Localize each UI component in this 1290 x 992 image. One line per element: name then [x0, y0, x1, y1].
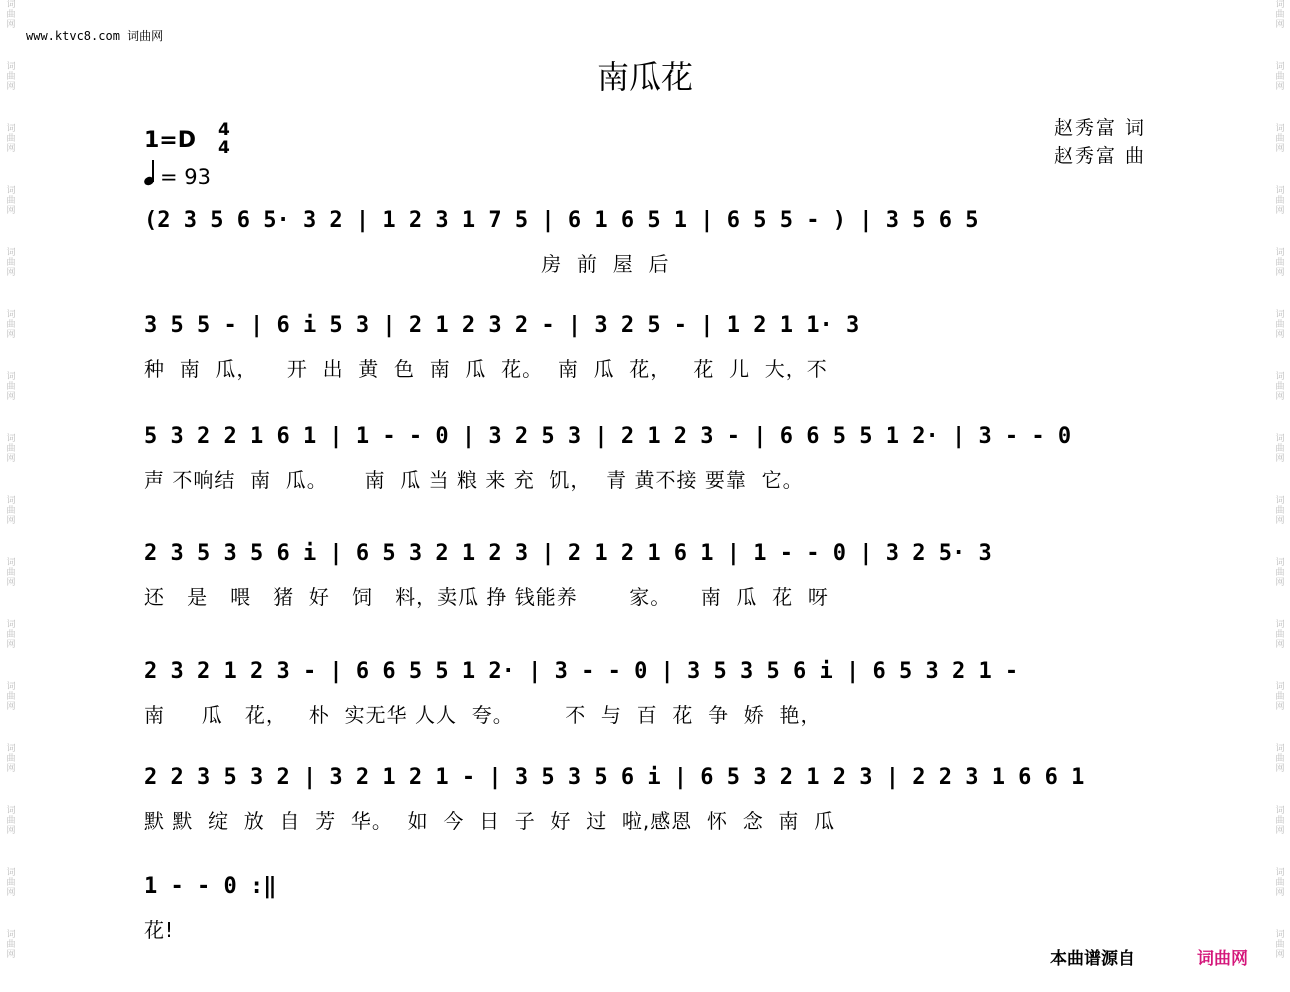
watermark-glyph: 曲	[1275, 72, 1285, 82]
watermark-left	[4, 0, 18, 992]
watermark-glyph: 词	[1275, 434, 1285, 444]
watermark-glyph: 网	[1275, 888, 1285, 898]
watermark-glyph: 词	[1275, 372, 1285, 382]
watermark-glyph: 曲	[6, 940, 16, 950]
lyrics-row: 种 南 瓜， 开 出 黄 色 南 瓜 花。 南 瓜 花， 花 儿 大，不	[144, 357, 828, 381]
watermark-glyph: 词	[1275, 620, 1285, 630]
watermark-glyph: 网	[1275, 82, 1285, 92]
watermark-glyph: 曲	[1275, 754, 1285, 764]
watermark-glyph: 网	[1275, 392, 1285, 402]
watermark-glyph: 网	[6, 392, 16, 402]
watermark-glyph: 网	[6, 330, 16, 340]
time-signature	[218, 121, 230, 157]
watermark-glyph: 曲	[1275, 320, 1285, 330]
lyrics-row: 还 是 喂 猪 好 饲 料，卖瓜 挣 钱能养 家。 南 瓜 花 呀	[144, 585, 829, 609]
watermark-glyph: 曲	[6, 196, 16, 206]
watermark-glyph: 曲	[1275, 630, 1285, 640]
watermark-glyph: 词	[6, 124, 16, 134]
watermark-glyph: 曲	[1275, 878, 1285, 888]
watermark-glyph: 曲	[1275, 940, 1285, 950]
score-line	[144, 305, 1150, 382]
watermark-glyph: 网	[6, 516, 16, 526]
watermark-glyph: 网	[6, 20, 16, 30]
watermark-glyph: 网	[6, 764, 16, 774]
lyricist-credit: 赵秀富 词	[1053, 117, 1146, 139]
watermark-glyph: 词	[6, 744, 16, 754]
watermark-glyph: 网	[6, 640, 16, 650]
watermark-glyph: 曲	[1275, 196, 1285, 206]
watermark-glyph: 词	[1275, 186, 1285, 196]
lyrics-row: 南 瓜 花， 朴 实无华 人人 夸。 不 与 百 花 争 娇 艳，	[144, 703, 822, 727]
watermark-glyph: 词	[1275, 310, 1285, 320]
watermark-glyph: 网	[6, 82, 16, 92]
watermark-glyph: 网	[6, 950, 16, 960]
notation-row: 2 2 3 5 3 2 | 3 2 1 2 1 - | 3 5 3 5 6 i | 6 5 3 2 1 2 3 | 2 2 3 1 6 6 1	[144, 765, 1085, 790]
watermark-glyph: 网	[1275, 826, 1285, 836]
watermark-glyph: 词	[6, 806, 16, 816]
watermark-glyph: 曲	[6, 506, 16, 516]
composer-credit: 赵秀富 曲	[1053, 145, 1146, 167]
notation-row: 2 3 5 3 5 6 i | 6 5 3 2 1 2 3 | 2 1 2 1 6 1 | 1 - - 0 | 3 2 5· 3	[144, 541, 992, 566]
watermark-glyph: 词	[6, 868, 16, 878]
watermark-glyph: 网	[6, 144, 16, 154]
tempo-marking	[144, 160, 211, 189]
watermark-glyph: 词	[1275, 124, 1285, 134]
watermark-glyph: 网	[1275, 268, 1285, 278]
watermark-glyph: 曲	[6, 816, 16, 826]
score-line	[144, 416, 1150, 493]
score-line	[144, 757, 1150, 834]
notation-row: 3 5 5 - | 6 i 5 3 | 2 1 2 3 2 - | 3 2 5 - | 1 2 1 1· 3	[144, 313, 860, 338]
watermark-glyph: 词	[1275, 62, 1285, 72]
watermark-glyph: 网	[1275, 764, 1285, 774]
score-line	[144, 866, 1150, 943]
watermark-glyph: 网	[6, 454, 16, 464]
time-signature-bottom: 4	[218, 138, 230, 158]
watermark-glyph: 曲	[1275, 134, 1285, 144]
watermark-glyph: 曲	[6, 630, 16, 640]
watermark-glyph: 曲	[6, 754, 16, 764]
lyrics-row: 声 不响结 南 瓜。 南 瓜 当 粮 来 充 饥， 青 黄不接 要靠 它。	[144, 468, 804, 492]
watermark-glyph: 网	[1275, 950, 1285, 960]
watermark-glyph: 曲	[1275, 816, 1285, 826]
notation-row: 2 3 2 1 2 3 - | 6 6 5 5 1 2· | 3 - - 0 | 3 5 3 5 6 i | 6 5 3 2 1 -	[144, 659, 1019, 684]
watermark-glyph: 曲	[1275, 444, 1285, 454]
watermark-glyph: 曲	[6, 134, 16, 144]
watermark-glyph: 网	[1275, 330, 1285, 340]
watermark-glyph: 词	[6, 930, 16, 940]
watermark-glyph: 曲	[6, 444, 16, 454]
song-title: 南瓜花	[596, 58, 693, 96]
watermark-glyph: 网	[1275, 516, 1285, 526]
source-label: 本曲谱源自	[1050, 949, 1135, 969]
watermark-glyph: 曲	[1275, 568, 1285, 578]
watermark-glyph: 词	[6, 62, 16, 72]
watermark-glyph: 曲	[1275, 506, 1285, 516]
watermark-glyph: 曲	[6, 568, 16, 578]
score-line	[144, 651, 1150, 728]
watermark-glyph: 曲	[1275, 258, 1285, 268]
watermark-glyph: 曲	[6, 878, 16, 888]
watermark-glyph: 网	[6, 578, 16, 588]
watermark-right	[1273, 0, 1287, 992]
quarter-note-icon	[144, 160, 154, 188]
key-signature: 1=D	[144, 128, 197, 153]
watermark-glyph: 曲	[6, 10, 16, 20]
source-link[interactable]: 词曲网	[1197, 949, 1248, 969]
notation-row: (2 3 5 6 5· 3 2 | 1 2 3 1 7 5 | 6 1 6 5 1 | 6 5 5 - ) | 3 5 6 5	[144, 208, 979, 233]
lyrics-row: 房 前 屋 后	[144, 252, 670, 276]
watermark-glyph: 词	[6, 0, 16, 10]
watermark-glyph: 曲	[1275, 692, 1285, 702]
watermark-glyph: 网	[1275, 702, 1285, 712]
watermark-glyph: 词	[1275, 806, 1285, 816]
watermark-glyph: 词	[6, 434, 16, 444]
watermark-glyph: 词	[1275, 744, 1285, 754]
watermark-glyph: 曲	[6, 72, 16, 82]
watermark-glyph: 曲	[6, 692, 16, 702]
watermark-glyph: 网	[6, 888, 16, 898]
watermark-glyph: 网	[1275, 20, 1285, 30]
watermark-glyph: 词	[1275, 930, 1285, 940]
watermark-glyph: 曲	[1275, 382, 1285, 392]
tempo-value: = 93	[160, 165, 211, 189]
watermark-glyph: 词	[1275, 248, 1285, 258]
watermark-glyph: 词	[6, 310, 16, 320]
watermark-glyph: 网	[6, 206, 16, 216]
watermark-glyph: 词	[6, 248, 16, 258]
watermark-glyph: 词	[6, 496, 16, 506]
watermark-glyph: 网	[1275, 144, 1285, 154]
watermark-glyph: 曲	[6, 320, 16, 330]
notation-row: 5 3 2 2 1 6 1 | 1 - - 0 | 3 2 5 3 | 2 1 2 3 - | 6 6 5 5 1 2· | 3 - - 0	[144, 424, 1072, 449]
watermark-glyph: 网	[6, 702, 16, 712]
lyrics-row: 花!	[144, 918, 175, 942]
watermark-glyph: 曲	[1275, 10, 1285, 20]
watermark-glyph: 网	[1275, 454, 1285, 464]
watermark-glyph: 词	[6, 372, 16, 382]
score-line	[144, 533, 1150, 610]
watermark-glyph: 词	[1275, 496, 1285, 506]
watermark-glyph: 词	[6, 682, 16, 692]
watermark-glyph: 词	[6, 186, 16, 196]
watermark-glyph: 网	[1275, 578, 1285, 588]
watermark-glyph: 词	[1275, 0, 1285, 10]
watermark-glyph: 词	[6, 620, 16, 630]
site-label: www.ktvc8.com 词曲网	[26, 29, 164, 43]
watermark-glyph: 网	[1275, 640, 1285, 650]
watermark-glyph: 词	[6, 558, 16, 568]
watermark-glyph: 网	[1275, 206, 1285, 216]
watermark-glyph: 词	[1275, 682, 1285, 692]
watermark-glyph: 网	[6, 826, 16, 836]
watermark-glyph: 词	[1275, 868, 1285, 878]
watermark-glyph: 网	[6, 268, 16, 278]
lyrics-row: 默 默 绽 放 自 芳 华。 如 今 日 子 好 过 啦,感恩 怀 念 南 瓜	[144, 809, 836, 833]
time-signature-top: 4	[218, 120, 230, 140]
watermark-glyph: 曲	[6, 258, 16, 268]
notation-row: 1 - - 0 :‖	[144, 874, 277, 899]
score-line	[144, 200, 1150, 277]
watermark-glyph: 词	[1275, 558, 1285, 568]
watermark-glyph: 曲	[6, 382, 16, 392]
